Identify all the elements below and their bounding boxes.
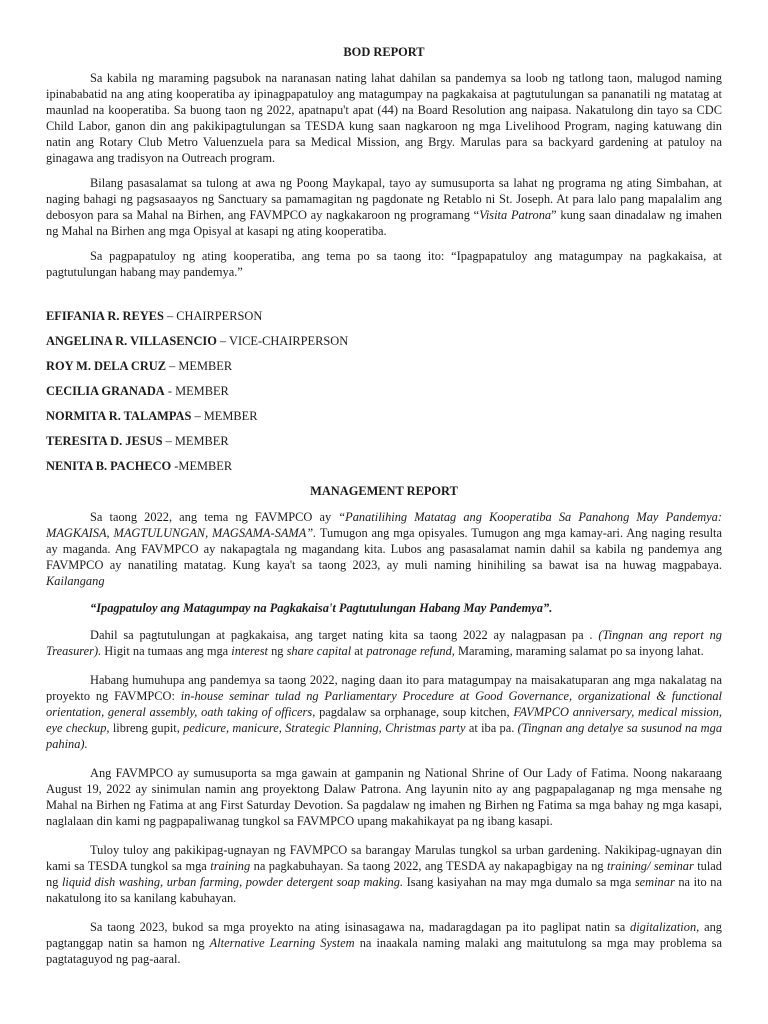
member-name: ANGELINA R. VILLASENCIO bbox=[46, 334, 217, 348]
member-name: TERESITA D. JESUS bbox=[46, 434, 163, 448]
board-members-list bbox=[46, 308, 722, 474]
management-report-title: MANAGEMENT REPORT bbox=[310, 484, 458, 498]
member-role: MEMBER bbox=[174, 434, 229, 448]
member-line: NORMITA R. TALAMPAS – MEMBER bbox=[46, 409, 258, 423]
mgmt-paragraph-4: Ang FAVMPCO ay sumusuporta sa mga gawain at gampanin ng National Shrine of Our Lady of Fatima. Noong nakaraang August 19, 2022 ay sinimulan namin ang proyektong Dalaw Patrona. Ang layunin nito ay ang pagpapalaganap ng mga mensahe ng Mahal na Birhen ng Fatima at ang First Saturday Devotion. Sa pagdalaw ng imahen ng Birhen ng Fatima sa mga bahay ng mga kasapi, naglalaan din kami ng pagpapaliwanag tungkol sa FAVMPCO upang makahikayat pa ng ibang kasapi. bbox=[46, 766, 722, 828]
member-line: CECILIA GRANADA - MEMBER bbox=[46, 384, 229, 398]
member-role: MEMBER bbox=[175, 384, 229, 398]
member-role: MEMBER bbox=[178, 459, 233, 473]
bod-paragraph-1: Sa kabila ng maraming pagsubok na naranasan nating lahat dahilan sa pandemya sa loob ng tatlong taon, malugod naming ipinababatid na ang ating kooperatiba ay ipinagpapatuloy ang matagumpay na pagkakaisa at pagtutulungan sa pananatili ng matatag at maunlad na kooperatiba. Sa buong taon ng 2022, apatnapu't apat (44) na Board Resolution ang naipasa. Nakatulong din tayo sa CDC Child Labor, ganon din ang pakikipagtulungan sa TESDA kung saan nagkaroon ng mga Livelihood Program, naging katuwang din natin ang Rotary Club Metro Valuenzuela para sa Medical Mission, ang Brgy. Marulas para sa backyard gardening at patuloy na ginagawa ang tradisyon na Outreach program. bbox=[46, 71, 722, 165]
mgmt-paragraph-6: Sa taong 2023, bukod sa mga proyekto na ating isinasagawa na, madaragdagan pa ito paglipat natin sa digitalization, ang pagtanggap natin sa hamon ng Alternative Learning System na inaakala naming malaki ang maitutulong sa mga may problema sa pagtataguyod ng pag-aaral. bbox=[46, 920, 723, 966]
bod-paragraph-2: Bilang pasasalamat sa tulong at awa ng Poong Maykapal, tayo ay sumusuporta sa lahat ng programa ng ating Simbahan, at naging bahagi ng pagsasaayos ng Sanctuary sa pamamagitan ng pagdonate ng Retablo ni St. Joseph. At para lalo pang mapalalim ang debosyon para sa Mahal na Birhen, ang FAVMPCO ay nagkakaroon ng programang “Visita Patrona” kung saan dinadalaw ng imahen ng Mahal na Birhen ang mga Opisyal at kasapi ng ating kooperatiba. bbox=[46, 176, 722, 238]
bod-paragraph-3: Sa pagpapatuloy ng ating kooperatiba, ang tema po sa taong ito: “Ipagpapatuloy ang matagumpay na pagkakaisa, at pagtutulungan habang may pandemya.” bbox=[46, 249, 722, 279]
member-name: ROY M. DELA CRUZ bbox=[46, 359, 167, 373]
mgmt-paragraph-2: Dahil sa pagtutulungan at pagkakaisa, ang target nating kita sa taong 2022 ay nalagpasan pa . (Tingnan ang report ng Treasurer). Higit na tumaas ang mga interest ng share capital at patronage refund, Maraming, maraming salamat po sa inyong lahat. bbox=[46, 628, 722, 658]
member-name: EFIFANIA R. REYES bbox=[46, 309, 164, 323]
mgmt-paragraph-1: Sa taong 2022, ang tema ng FAVMPCO ay “Panatilihing Matatag ang Kooperatiba Sa Panahong May Pandemya: MAGKAISA, MAGTULUNGAN, MAGSAMA-SAMA”. Tumugon ang mga opisyales. Tumugon ang mga kamay-ari. Ang naging resulta ay maganda. Ang FAVMPCO ay nakapagtala ng magandang kita. Lubos ang pasasalamat namin dahil sa kabila ng pandemya ang FAVMPCO ay nanatiling matatag. Kung kaya't sa taong 2023, ay muli naming hinihiling sa bawat isa na huwag magpabaya. Kailangang bbox=[46, 510, 722, 588]
mgmt-paragraph-5: Tuloy tuloy ang pakikipag-ugnayan ng FAVMPCO sa barangay Marulas tungkol sa urban gardening. Nakikipag-ugnayan din kami sa TESDA tungkol sa mga training na pagkabuhayan. Sa taong 2022, ang TESDA ay nakapagbigay na ng training/ seminar tulad ng liquid dish washing, urban farming, powder detergent soap making. Isang kasiyahan na may mga dumalo sa mga seminar na ito na nakatulong ito sa kanilang kabuhayan. bbox=[46, 843, 722, 905]
member-role: MEMBER bbox=[203, 409, 258, 423]
member-name: NENITA B. PACHECO bbox=[46, 459, 172, 473]
theme-quote: “Ipagpatuloy ang Matagumpay na Pagkakaisa't Pagtutulungan Habang May Pandemya”. bbox=[90, 601, 553, 615]
mgmt-paragraph-3: Habang humuhupa ang pandemya sa taong 2022, naging daan ito para matagumpay na maisakatuparan ang mga nakalatag na proyekto ng FAVMPCO: in-house seminar tulad ng Parliamentary Procedure at Good Governance, organizational & functional orientation, general assembly, oath taking of officers, pagdalaw sa orphanage, soup kitchen, FAVMPCO anniversary, medical mission, eye checkup, libreng gupit, pedicure, manicure, Strategic Planning, Christmas party at iba pa. (Tingnan ang detalye sa susunod na mga pahina). bbox=[46, 673, 723, 751]
member-line: ANGELINA R. VILLASENCIO – VICE-CHAIRPERSON bbox=[46, 334, 349, 348]
member-name: CECILIA GRANADA bbox=[46, 384, 165, 398]
member-line: EFIFANIA R. REYES – CHAIRPERSON bbox=[46, 309, 263, 323]
bod-report-title: BOD REPORT bbox=[343, 45, 425, 59]
member-line: NENITA B. PACHECO -MEMBER bbox=[46, 459, 233, 473]
member-role: CHAIRPERSON bbox=[176, 309, 263, 323]
member-line: TERESITA D. JESUS – MEMBER bbox=[46, 434, 229, 448]
member-name: NORMITA R. TALAMPAS bbox=[46, 409, 192, 423]
member-role: VICE-CHAIRPERSON bbox=[229, 334, 349, 348]
member-role: MEMBER bbox=[178, 359, 233, 373]
member-line: ROY M. DELA CRUZ – MEMBER bbox=[46, 359, 233, 373]
visita-patrona-text: Visita Patrona bbox=[479, 208, 552, 222]
